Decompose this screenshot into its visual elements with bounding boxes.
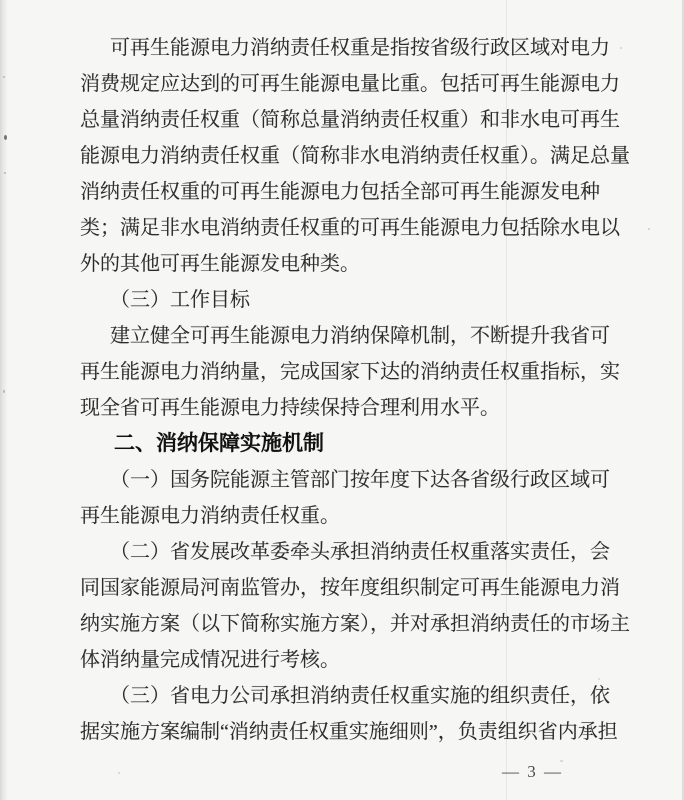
text-line: 再生能源电力消纳量，完成国家下达的消纳责任权重指标，实 — [80, 361, 620, 383]
scan-speck — [118, 772, 120, 774]
text-line: 现全省可再生能源电力持续保持合理利用水平。 — [80, 397, 500, 419]
text-line: 体消纳量完成情况进行考核。 — [80, 649, 340, 671]
scan-speck — [648, 228, 650, 230]
text-line: 纳实施方案（以下简称实施方案），并对承担消纳责任的市场主 — [80, 613, 630, 635]
text-line: 同国家能源局河南监管办，按年度组织制定可再生能源电力消 — [80, 577, 620, 599]
text-line: 总量消纳责任权重（简称总量消纳责任权重）和非水电可再生 — [80, 109, 620, 131]
text-line: 外的其他可再生能源发电种类。 — [80, 253, 360, 275]
text-line: 可再生能源电力消纳责任权重是指按省级行政区域对电力 — [110, 37, 610, 59]
text-line: （一）国务院能源主管部门按年度下达各省级行政区域可 — [110, 469, 610, 491]
scan-speck — [4, 135, 7, 140]
text-line: 消费规定应达到的可再生能源电量比重。包括可再生能源电力 — [80, 73, 620, 95]
text-line: 类；满足非水电消纳责任权重的可再生能源电力包括除水电以 — [80, 217, 620, 239]
scan-speck — [4, 172, 6, 174]
document-body — [80, 30, 638, 750]
section-heading-implementation-mechanism: 二、消纳保障实施机制 — [114, 432, 324, 455]
text-line: 再生能源电力消纳责任权重。 — [80, 505, 340, 527]
text-line: 建立健全可再生能源电力消纳保障机制，不断提升我省可 — [110, 325, 610, 347]
page-number: — 3 — — [502, 762, 563, 781]
text-line: （三）省电力公司承担消纳责任权重实施的组织责任，依 — [110, 685, 610, 707]
scan-speck — [3, 76, 5, 78]
text-line: 消纳责任权重的可再生能源电力包括全部可再生能源发电种 — [80, 181, 600, 203]
text-line: 能源电力消纳责任权重（简称非水电消纳责任权重）。满足总量 — [80, 145, 630, 167]
text-line: （二）省发展改革委牵头承担消纳责任权重落实责任，会 — [110, 541, 610, 563]
scan-edge-shadow-left — [0, 0, 8, 800]
subsection-title-work-goals: （三）工作目标 — [110, 289, 250, 311]
scan-speck — [3, 390, 5, 393]
text-line: 据实施方案编制“消纳责任权重实施细则”，负责组织省内承担 — [80, 721, 618, 743]
